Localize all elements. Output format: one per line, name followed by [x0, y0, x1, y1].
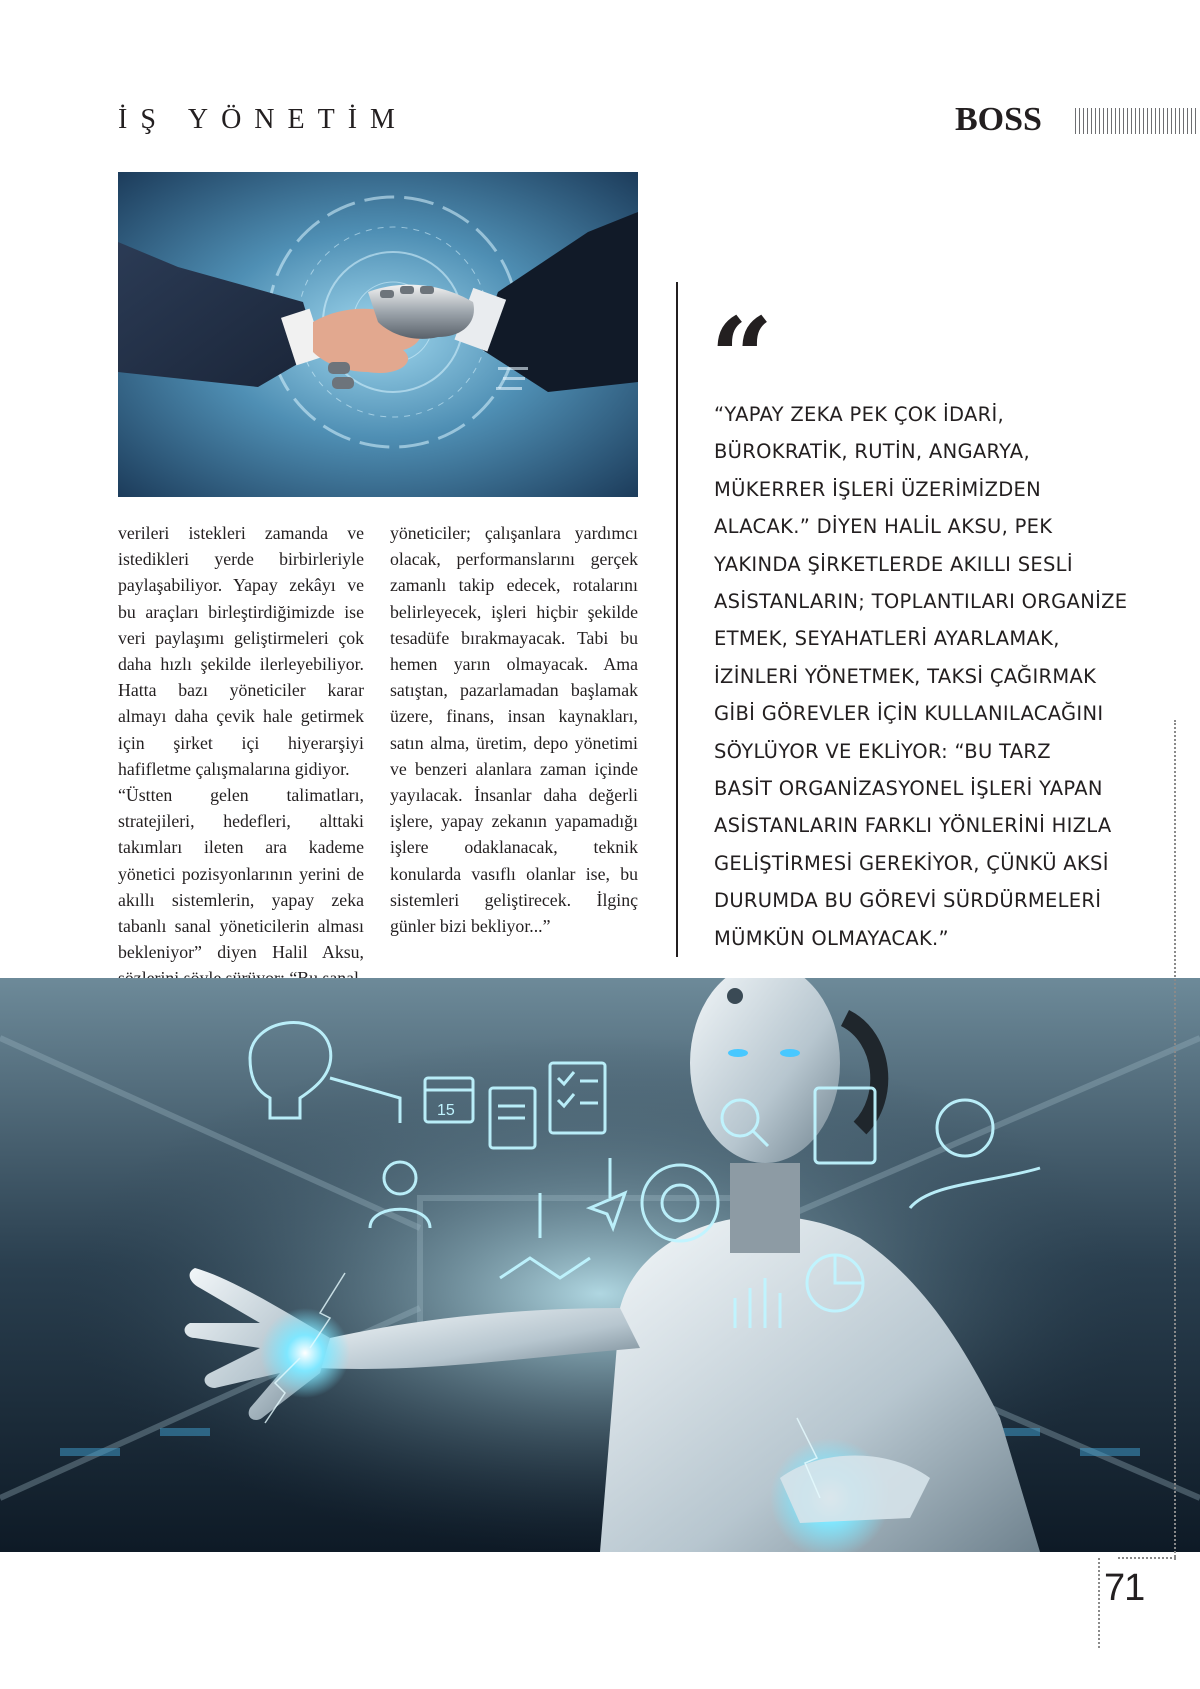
- barcode-decoration: [1075, 108, 1197, 134]
- quote-line: DURUMDA BU GÖREVİ SÜRDÜRMELERİ: [714, 889, 1102, 913]
- section-title: İŞ YÖNETİM: [118, 104, 408, 135]
- calendar-number: 15: [437, 1102, 455, 1119]
- handshake-photo: [118, 172, 638, 497]
- quote-line: BASİT ORGANİZASYONEL İŞLERİ YAPAN: [714, 777, 1103, 801]
- pull-quote: [714, 396, 1128, 957]
- quote-line: YAKINDA ŞİRKETLERDE AKILLI SESLİ: [714, 552, 1073, 576]
- article-column-middle: [390, 520, 638, 939]
- dotted-line-decoration: [1098, 1558, 1100, 1648]
- paragraph: “Üstten gelen talimatları, stratejileri, hedefleri, alttaki takımları ileten ara kademe yönetici pozisyonlarının yerini de akıllı sistemlerin, yapay zeka tabanlı sanal yöneticilerin alması bekleniyor” diyen Halil Aksu,: [118, 785, 364, 963]
- quote-line: İZİNLERİ YÖNETMEK, TAKSİ ÇAĞIRMAK: [714, 664, 1097, 688]
- page-number: 71: [1104, 1567, 1145, 1609]
- quote-line: GİBİ GÖREVLER İÇİN KULLANILACAĞINI: [714, 702, 1104, 726]
- quote-line: MÜMKÜN OLMAYACAK.”: [714, 926, 949, 950]
- quote-line: BÜROKRATİK, RUTİN, ANGARYA,: [714, 440, 1030, 464]
- quote-line: SÖYLÜYOR VE EKLİYOR: “BU TARZ: [714, 739, 1051, 763]
- dotted-line-decoration: [1174, 720, 1176, 1560]
- brand-logo: BOSS: [955, 101, 1042, 138]
- dotted-line-decoration: [1118, 1557, 1176, 1559]
- paragraph: verileri istekleri zamanda ve istedikleri yerde birbirleriyle paylaşabiliyor. Yapay zekâyı ve bu araçları birleştirdiğimizde ise veri paylaşımı geliştirmeleri çok daha hızlı şekilde ilerleyebiliyor. Hatta bazı yöneticiler karar almayı daha çevik hale getirmek için şirket içi hiyerarşiyi hafifletme çalışmalarına gidiyor.: [118, 523, 364, 779]
- quote-line: ALACAK.” DİYEN HALİL AKSU, PEK: [714, 515, 1053, 539]
- quote-rule: [676, 282, 678, 957]
- quote-line: “YAPAY ZEKA PEK ÇOK İDARİ,: [714, 403, 1005, 426]
- article-column-left: [118, 520, 364, 992]
- quote-line: GELİŞTİRMESİ GEREKİYOR, ÇÜNKÜ AKSİ: [714, 851, 1109, 875]
- paragraph: yöneticiler; çalışanlara yardımcı olacak, performanslarını gerçek zamanlı takip edecek, rotalarını belirleyecek, işleri hiçbir şekilde tesadüfe bırakmayacak. Tabi bu hemen yarın olmayacak. Ama satıştan, pazarlamadan başlamak üzere, finans, insan kaynakları, satın alma, üretim, depo yönetimi ve benzeri alanlara zaman içinde yayılacak. İnsanlar daha değerli işlere, yapay zekanın yapamadığı işlere odaklanacak, teknik konularda vasıflı olanlar ise, bu sistemleri geliştirecek. İlginç günler bizi bekliyor...”: [390, 523, 638, 937]
- quote-line: ASİSTANLARIN FARKLI YÖNLERİNİ HIZLA: [714, 814, 1112, 838]
- robot-hologram-photo: [0, 978, 1200, 1552]
- quote-mark-icon: “: [710, 293, 774, 422]
- quote-line: ETMEK, SEYAHATLERİ AYARLAMAK,: [714, 627, 1060, 651]
- quote-line: MÜKERRER İŞLERİ ÜZERİMİZDEN: [714, 477, 1042, 501]
- quote-line: ASİSTANLARIN; TOPLANTILARI ORGANİZE: [714, 590, 1128, 614]
